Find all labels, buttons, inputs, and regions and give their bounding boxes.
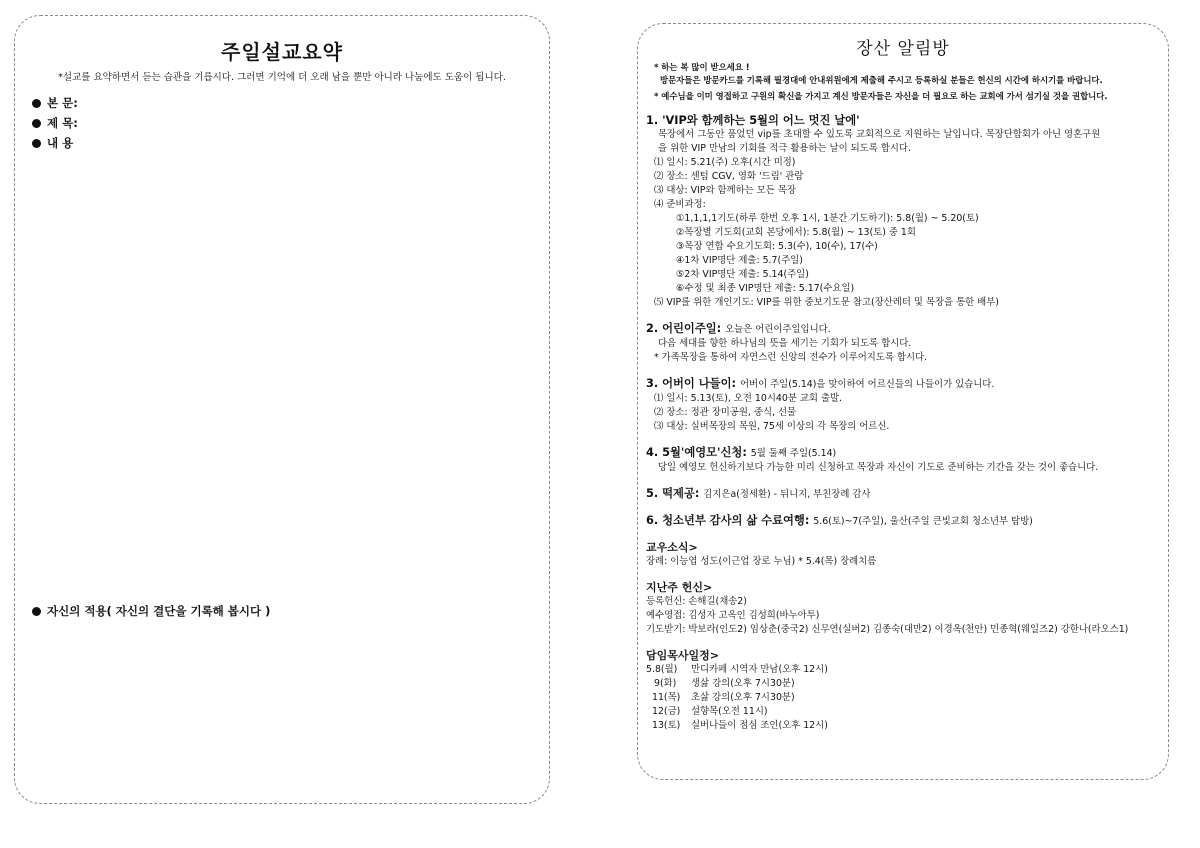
section-1-item: ⑶ 대상: VIP와 함께하는 모든 목장 — [654, 185, 796, 196]
section-1-item: ⑵ 장소: 센텀 CGV, 영화 '드림' 관람 — [654, 171, 804, 182]
bullet-dot-icon — [32, 139, 41, 148]
schedule-heading: 담임목사일정> — [646, 649, 719, 662]
offering-heading: 지난주 헌신> — [646, 581, 713, 594]
offering-line: 예수영접: 김성자 고옥인 김성희(바누아투) — [646, 610, 820, 621]
notice-visitor-card: 방문자들은 방문카드를 기록해 필경대에 안내위원에게 제출해 주시고 등록하실 분들은 헌신의 시간에 하시기를 바랍니다. — [660, 75, 1103, 85]
section-3-item: ⑵ 장소: 정관 장미공원, 중식, 선물 — [654, 407, 797, 418]
section-5-heading: 5. 떡제공: 김지은a(정세환) - 뒤니지, 부친장례 감사 — [646, 487, 871, 500]
section-6-heading: 6. 청소년부 감사의 삶 수료여행: 5.6(토)~7(주일), 울산(주일 큰빛교회 청소년부 탐방) — [646, 514, 1033, 527]
announcements-content — [646, 114, 1166, 733]
offering-line: 등록헌신: 손해길(채송2) — [646, 596, 747, 607]
section-3-heading: 3. 어버이 나들이: 어버이 주일(5.14)을 맞이하여 어르신들의 나들이가 있습니다. — [646, 377, 995, 390]
schedule-row: 9(화) 생삶 강의(오후 7시30분) — [654, 678, 795, 689]
bullet-dot-icon — [32, 607, 41, 616]
notice-serve-church: * 예수님을 이미 영접하고 구원의 확신을 가지고 계신 방문자들은 자신을 더 필요로 하는 교회에 가서 섬기실 것을 권합니다. — [654, 91, 1108, 101]
section-1-item: ⑸ VIP를 위한 개인기도: VIP를 위한 중보기도문 참고(장산레터 및 목장을 통한 배부) — [654, 297, 999, 308]
section-1-desc: 목장에서 그동안 품었던 vip를 초대할 수 있도록 교회적으로 지원하는 날입니다. 목장단합회가 아닌 영혼구원 — [658, 129, 1101, 140]
schedule-row: 12(금) 설향목(오전 11시) — [652, 706, 768, 717]
section-4-line: 당일 예영모 헌신하기보다 가능한 미리 신청하고 목장과 자신이 기도로 준비하는 기간을 갖는 것이 좋습니다. — [658, 462, 1099, 473]
bullet-sermon-title: 제 목: — [32, 115, 78, 131]
section-2-heading: 2. 어린이주일: 오늘은 어린이주일입니다. — [646, 322, 831, 335]
schedule-row: 13(토) 실버나들이 점심 조인(오후 12시) — [652, 720, 828, 731]
section-3-item: ⑶ 대상: 실버목장의 목원, 75세 이상의 각 목장의 어르신. — [654, 421, 890, 432]
section-1-item: ⑴ 일시: 5.21(주) 오후(시간 미정) — [654, 157, 796, 168]
announcements-title: 장산 알림방 — [856, 39, 950, 59]
sermon-summary-title: 주일설교요약 — [221, 40, 343, 64]
section-1-prep-item: ③목장 연합 수요기도회: 5.3(수), 10(수), 17(수) — [676, 241, 878, 252]
section-1-prep-item: ②목장별 기도회(교회 본당에서): 5.8(월) ~ 13(토) 중 1회 — [676, 227, 916, 238]
bullet-dot-icon — [32, 119, 41, 128]
section-1-prep-item: ⑥수정 및 최종 VIP명단 제출: 5.17(수요일) — [676, 283, 855, 294]
bullet-application: 자신의 적용( 자신의 결단을 기록해 봅시다 ) — [32, 603, 270, 619]
schedule-row: 11(목) 초삶 강의(오후 7시30분) — [652, 692, 795, 703]
announcements-panel — [637, 23, 1169, 780]
offering-line: 기도받기: 박보라(인도2) 임상춘(중국2) 신무연(실버2) 김종숙(대만2) 이경옥(천안) 민종혁(웨일즈2) 강한나(라오스1) — [646, 624, 1129, 635]
section-1-prep-item: ⑤2차 VIP명단 제출: 5.14(주일) — [676, 269, 809, 280]
notice-greeting: * 하는 복 많이 받으세요 ! — [654, 62, 750, 72]
section-1-desc: 을 위한 VIP 만남의 기회를 적극 활용하는 날이 되도록 합시다. — [658, 143, 911, 154]
bullet-dot-icon — [32, 99, 41, 108]
sermon-summary-panel — [14, 15, 550, 804]
section-1-item: ⑷ 준비과정: — [654, 199, 706, 210]
section-2-line: 다음 세대를 향한 하나님의 뜻을 세기는 기회가 되도록 합시다. — [658, 338, 912, 349]
section-4-heading: 4. 5월'예영모'신청: 5월 둘째 주일(5.14) — [646, 446, 837, 459]
schedule-row: 5.8(월) 만디카페 시역자 만남(오후 12시) — [646, 664, 828, 675]
news-line: 장례: 이능엽 성도(이근업 장로 누님) * 5.4(목) 장례치름 — [646, 556, 877, 567]
section-3-item: ⑴ 일시: 5.13(토), 오전 10시40분 교회 출발. — [654, 393, 843, 404]
bullet-content: 내 용 — [32, 135, 73, 151]
sermon-summary-intro: *설교를 요약하면서 듣는 습관을 기릅시다. 그러면 기억에 더 오래 남을 뿐만 아니라 나눔에도 도움이 됩니다. — [58, 72, 506, 83]
section-1-heading: 1. 'VIP와 함께하는 5월의 어느 멋진 날에' — [646, 114, 860, 127]
bullet-scripture: 본 문: — [32, 95, 78, 111]
section-1-prep-item: ④1차 VIP명단 제출: 5.7(주일) — [676, 255, 803, 266]
news-heading: 교우소식> — [646, 541, 698, 554]
section-2-line: * 가족목장을 통하여 자연스런 신앙의 전수가 이루어지도록 합시다. — [654, 352, 928, 363]
section-1-prep-item: ①1,1,1,1기도(하루 한번 오후 1시, 1분간 기도하기): 5.8(월) ~ 5.20(토) — [676, 213, 979, 224]
